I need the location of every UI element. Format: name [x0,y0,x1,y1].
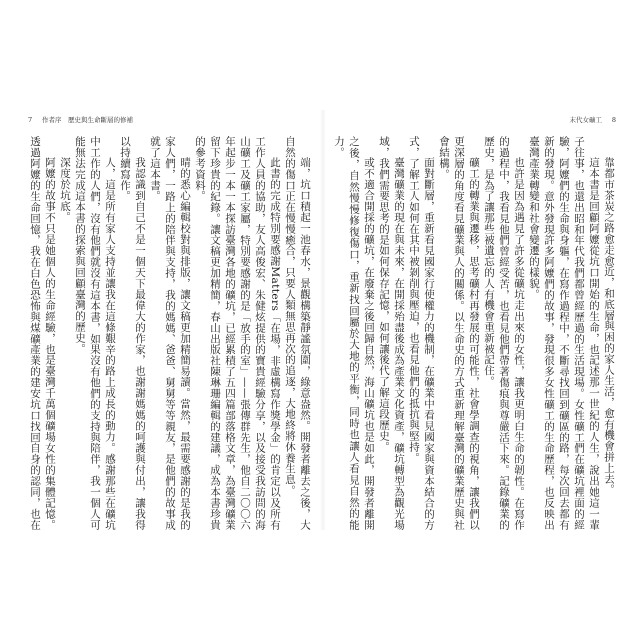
page-number: 8 [611,116,616,124]
paragraph: 臺灣礦業的現在與未來，在開採殆盡後成為產業文化資產，礦坑轉型為觀光場域，我們需要思考的是如何保存記憶，如何讓後代了解這段歷史。 [378,136,405,530]
running-head-title: 作者序 歷史與生命斷層的修補 [42,116,133,124]
paragraph: 我認識到自己不是一個天下最偉大的作家，也謝謝媽媽的呵護與付出，讓我得以持續寫作。 [119,136,146,530]
paragraph: 晴的悉心編輯校對與排版，讓文稿更加精簡易讀。當然，最需要感謝的是我的家人們，一路上的陪伴與支持，我的媽媽、爸爸、舅舅等等親友，是他們的故事成就了這本書。 [149,136,191,530]
paragraph: 人，這是所有家人支持並讓我在這條艱辛的路上成長的動力。感謝那些在礦坑中工作的人們，沒有他們就沒有這本書，如果沒有他們的支持與陪伴，我一個人可能無法完成這本書的探索與回顧臺灣的歷史。 [74,136,116,530]
paragraph: 面對斷層，重新看見國家行使權力的機制，在礦業中看見國家與資本結合的方式，了解工人如何在其中被剝削與壓迫，也看見他們的抵抗與堅持。 [408,136,435,530]
paragraph: 或不適合開採的礦坑，在廢棄之後回歸自然，海山礦坑也是如此，開發者離開之後，自然慢慢修復傷口，重新找回屬於大地的平衡，同時也讓人看見自然的能力。 [333,136,375,530]
left-page [28,110,320,530]
running-head-title: 末代女礦工 [569,116,602,124]
running-head [28,114,320,126]
body-text [332,136,616,530]
page-number: 7 [28,116,33,124]
paragraph: 阿嬤的故事不只是她個人的生命經驗，也是臺灣千萬個礦場女性的集體記憶。透過阿嬤的生命回憶，我在白色恐怖與煤礦產業的建安坑口找回自身的認同，也在 [29,136,56,530]
paragraph: 此書的完成特別要感謝Matters「在場，非虛構寫作獎學金」的肯定以及所有工作人員的協助，友人高俊宏、朱健炫提供的寶貴經驗分享，以及接受我訪問的海山礦工及礦工家屬，特別要感謝的是「放手的室」——張傳群先生，他自二〇〇六年起步一本一本探訪臺灣各地的礦坑，已經累積了五四篇部落格文章，為臺灣礦業留下珍貴的紀錄。讓文稿更加精簡，春山出版社陳琳珊編輯的建議，成為本書珍貴的參考資料。 [194,136,281,530]
right-page [326,110,616,530]
paragraph: 端，坑口積起一池春水，景觀構築靜謐氛圍，綠意盎然。開發者離去之後，大自然的傷口正在慢慢癒合，只要人類無思再次的追逐，大地終將休養生息。 [284,136,311,530]
running-head [326,114,616,126]
paragraph: 礦工的轉業與遷移，思考礦村再發展的可能性，社會學調查的視角，讓我們以更深層的角度看見礦業與人的關係。以生命史的方式重新理解臺灣的礦業歷史與社會結構。 [438,136,480,530]
body-text [28,136,312,530]
paragraph: 這本書是回顧阿嬤從坑口開始的生命，也記述那一世紀的人生，說出她這一輩子往事，也還出昭和年代我們都曾經歷過的生活現場。女性礦工們在礦坑裡面的經驗，阿嬤們的生命與身軀，在寫作過程中，不斷尋找回到礦區的路，每次回去都有新的發現。意外發現許多阿嬤們的故事，發現很多女性礦工的生命歷程，也反映出臺灣產業轉變和社會變遷的樣貌。 [528,136,600,530]
paragraph: 靠都市茶炭之路愈走愈近，和底層與困的家人生活，愈有機會拼上去。 [603,157,615,495]
paragraph: 深度於坑底。 [59,157,71,223]
paragraph: 也許是因為遇見了許多從礦坑走出來的女性，讓我更明白生命的韌性。在寫作的過程中，我看見他們曾經受苦，也看見他們帶著傷痕與尊嚴活下來。記錄礦業的歷史，是為了讓那些被遺忘的人有機會重新被記住。 [483,136,525,530]
